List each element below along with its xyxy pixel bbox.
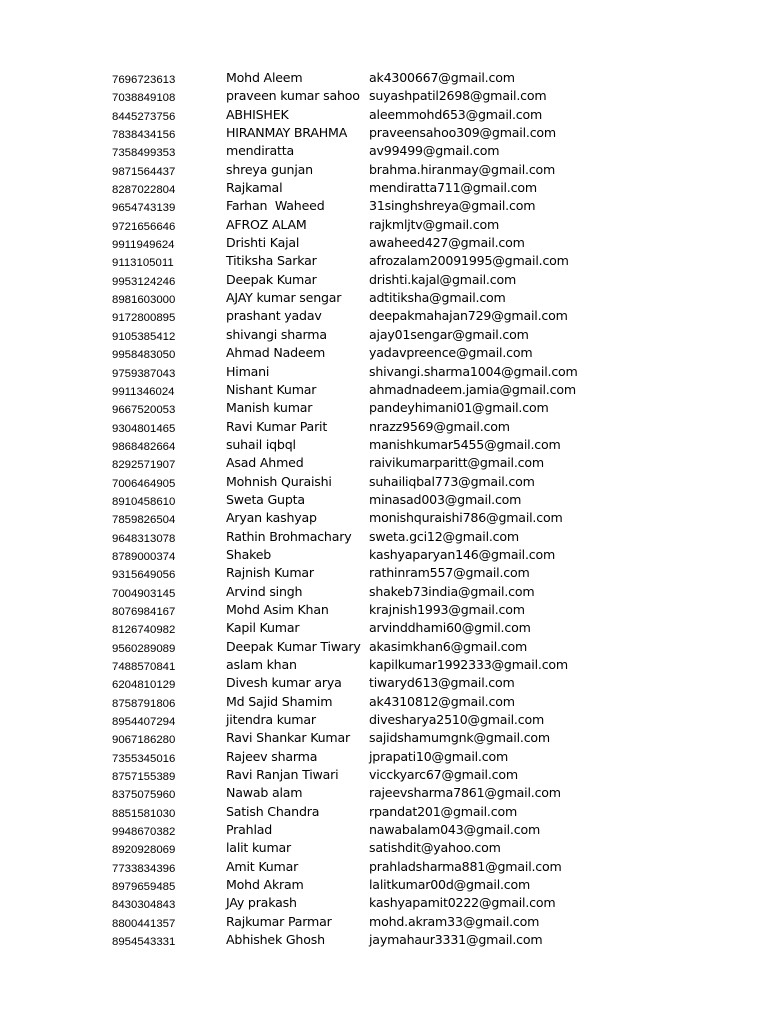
email-cell: tiwaryd613@gmail.com (369, 675, 515, 691)
table-row (112, 638, 732, 656)
email-cell: drishti.kajal@gmail.com (369, 271, 517, 287)
name-cell: Ravi Ranjan Tiwari (226, 767, 339, 783)
phone-number-cell: 9871564437 (112, 165, 176, 178)
email-cell: nrazz9569@gmail.com (369, 418, 510, 434)
email-cell: av99499@gmail.com (369, 143, 500, 159)
table-row (112, 619, 732, 637)
email-cell: rathinram557@gmail.com (369, 565, 530, 581)
name-cell: shreya gunjan (226, 161, 313, 177)
phone-number-cell: 6204810129 (112, 679, 176, 692)
name-cell: Farhan Waheed (226, 198, 325, 214)
table-row (112, 766, 732, 784)
name-cell: Nishant Kumar (226, 381, 317, 397)
email-cell: awaheed427@gmail.com (369, 235, 525, 251)
phone-number-cell: 9868482664 (112, 440, 176, 453)
email-cell: minasad003@gmail.com (369, 491, 522, 507)
name-cell: Deepak Kumar (226, 271, 317, 287)
email-cell: nawabalam043@gmail.com (369, 822, 541, 838)
name-cell: Kapil Kumar (226, 620, 300, 636)
email-cell: suhailiqbal773@gmail.com (369, 473, 535, 489)
email-cell: lalitkumar00d@gmail.com (369, 877, 531, 893)
name-cell: Md Sajid Shamim (226, 693, 333, 709)
phone-number-cell: 9654743139 (112, 202, 176, 215)
phone-number-cell: 9172800895 (112, 312, 176, 325)
email-cell: deepakmahajan729@gmail.com (369, 308, 568, 324)
phone-number-cell: 7733834396 (112, 862, 176, 875)
phone-number-cell: 8758791806 (112, 697, 176, 710)
name-cell: Manish kumar (226, 400, 313, 416)
email-cell: afrozalam20091995@gmail.com (369, 253, 569, 269)
name-cell: Ahmad Nadeem (226, 345, 326, 361)
table-row (112, 234, 732, 252)
email-cell: ak4300667@gmail.com (369, 70, 515, 85)
name-cell: Sweta Gupta (226, 491, 305, 507)
name-cell: lalit kumar (226, 840, 292, 856)
email-cell: manishkumar5455@gmail.com (369, 436, 561, 452)
email-cell: jaymahaur3331@gmail.com (369, 932, 543, 948)
table-row (112, 674, 732, 692)
email-cell: praveensahoo309@gmail.com (369, 125, 556, 141)
phone-number-cell: 9721656646 (112, 220, 176, 233)
table-row (112, 491, 732, 509)
name-cell: jitendra kumar (226, 712, 316, 728)
name-cell: Drishti Kajal (226, 235, 300, 251)
phone-number-cell: 8981603000 (112, 294, 176, 307)
table-row (112, 784, 732, 802)
phone-number-cell: 9067186280 (112, 734, 176, 747)
phone-number-cell: 8445273756 (112, 110, 176, 123)
phone-number-cell: 9667520053 (112, 404, 176, 417)
phone-number-cell: 9315649056 (112, 569, 176, 582)
table-row (112, 528, 732, 546)
email-cell: raivikumarparitt@gmail.com (369, 455, 544, 471)
name-cell: JAy prakash (226, 895, 297, 911)
phone-number-cell: 8292571907 (112, 459, 176, 472)
table-row (112, 399, 732, 417)
name-cell: Rajnish Kumar (226, 565, 314, 581)
email-cell: rajeevsharma7861@gmail.com (369, 785, 561, 801)
table-row (112, 326, 732, 344)
name-cell: prashant yadav (226, 308, 322, 324)
table-row (112, 858, 732, 876)
phone-number-cell: 9560289089 (112, 642, 176, 655)
phone-number-cell: 8757155389 (112, 771, 176, 784)
email-cell: aleemmohd653@gmail.com (369, 106, 543, 122)
name-cell: Divesh kumar arya (226, 675, 342, 691)
name-cell: Prahlad (226, 822, 273, 838)
email-cell: mendiratta711@gmail.com (369, 180, 537, 196)
name-cell: Satish Chandra (226, 803, 320, 819)
phone-number-cell: 8076984167 (112, 605, 176, 618)
table-row (112, 197, 732, 215)
phone-number-cell: 9113105011 (112, 257, 174, 270)
phone-number-cell: 7859826504 (112, 514, 176, 527)
name-cell: mendiratta (226, 143, 294, 159)
email-cell: adtitiksha@gmail.com (369, 290, 506, 306)
phone-number-cell: 7488570841 (112, 661, 176, 673)
email-cell: ak4310812@gmail.com (369, 693, 515, 709)
phone-number-cell: 8126740982 (112, 624, 176, 637)
table-row (112, 381, 732, 399)
table-row (112, 69, 732, 87)
phone-number-cell: 8920928069 (112, 844, 176, 857)
phone-number-cell: 9759387043 (112, 367, 176, 380)
table-row (112, 839, 732, 857)
phone-number-cell: 8789000374 (112, 550, 176, 563)
phone-number-cell: 9948670382 (112, 826, 176, 839)
email-cell: sweta.gci12@gmail.com (369, 528, 519, 544)
table-row (112, 252, 732, 270)
phone-number-cell: 8910458610 (112, 495, 176, 508)
name-cell: Ravi Kumar Parit (226, 418, 328, 434)
email-cell: vicckyarc67@gmail.com (369, 767, 518, 783)
email-cell: rajkmljtv@gmail.com (369, 216, 500, 232)
table-row (112, 87, 732, 105)
email-cell: shivangi.sharma1004@gmail.com (369, 363, 578, 379)
email-cell: 31singhshreya@gmail.com (369, 198, 536, 214)
email-cell: krajnish1993@gmail.com (369, 601, 525, 617)
email-cell: arvinddhami60@gmil.com (369, 620, 531, 636)
table-row (112, 601, 732, 619)
phone-number-cell: 9953124246 (112, 275, 176, 288)
name-cell: Nawab alam (226, 785, 303, 801)
name-cell: Deepak Kumar Tiwary (226, 638, 361, 654)
phone-number-cell: 9911346024 (112, 385, 175, 398)
email-cell: yadavpreence@gmail.com (369, 345, 533, 361)
phone-number-cell: 8954543331 (112, 936, 176, 949)
phone-number-cell: 9304801465 (112, 422, 176, 435)
email-cell: monishquraishi786@gmail.com (369, 510, 563, 526)
email-cell: kapilkumar1992333@gmail.com (369, 657, 568, 672)
table-row (112, 344, 732, 362)
table-row (112, 509, 732, 527)
name-cell: Rajeev sharma (226, 748, 318, 764)
name-cell: Asad Ahmed (226, 455, 304, 471)
email-cell: pandeyhimani01@gmail.com (369, 400, 549, 416)
email-cell: akasimkhan6@gmail.com (369, 638, 528, 654)
phone-number-cell: 8851581030 (112, 807, 176, 820)
name-cell: AJAY kumar sengar (226, 290, 342, 306)
name-cell: HIRANMAY BRAHMA (226, 125, 348, 141)
phone-number-cell: 9105385412 (112, 330, 176, 343)
email-cell: satishdit@yahoo.com (369, 840, 501, 856)
name-cell: suhail iqbql (226, 436, 296, 452)
email-cell: shakeb73india@gmail.com (369, 583, 535, 599)
phone-number-cell: 7358499353 (112, 147, 176, 160)
table-row (112, 546, 732, 564)
table-row (112, 473, 732, 491)
phone-number-cell: 7838434156 (112, 129, 176, 142)
name-cell: Ravi Shankar Kumar (226, 730, 350, 746)
name-cell: AFROZ ALAM (226, 216, 307, 232)
phone-number-cell: 7004903145 (112, 587, 176, 600)
phone-number-cell: 7696723613 (112, 74, 176, 86)
name-cell: Mohd Asim Khan (226, 601, 329, 617)
table-row (112, 142, 732, 160)
name-cell: shivangi sharma (226, 326, 327, 342)
table-row (112, 564, 732, 582)
phone-number-cell: 7355345016 (112, 752, 176, 765)
phone-number-cell: 9958483050 (112, 349, 176, 362)
name-cell: Shakeb (226, 546, 272, 562)
table-row (112, 711, 732, 729)
table-row (112, 876, 732, 894)
email-cell: ahmadnadeem.jamia@gmail.com (369, 381, 576, 397)
phone-number-cell: 9911949624 (112, 239, 175, 252)
table-row (112, 106, 732, 124)
table-row (112, 803, 732, 821)
email-cell: rpandat201@gmail.com (369, 803, 518, 819)
email-cell: ajay01sengar@gmail.com (369, 326, 529, 342)
table-row (112, 161, 732, 179)
phone-number-cell: 8375075960 (112, 789, 176, 802)
phone-number-cell: 8954407294 (112, 716, 176, 729)
name-cell: aslam khan (226, 657, 297, 672)
email-cell: mohd.akram33@gmail.com (369, 913, 540, 929)
phone-number-cell: 8287022804 (112, 184, 176, 197)
phone-number-cell: 8800441357 (112, 917, 176, 930)
contact-table (112, 69, 732, 950)
name-cell: Abhishek Ghosh (226, 932, 325, 948)
table-row (112, 363, 732, 381)
table-row (112, 124, 732, 142)
name-cell: Mohnish Quraishi (226, 473, 332, 489)
table-row (112, 821, 732, 839)
table-row (112, 436, 732, 454)
email-cell: jprapati10@gmail.com (369, 748, 509, 764)
name-cell: Rathin Brohmachary (226, 528, 352, 544)
name-cell: ABHISHEK (226, 106, 289, 122)
name-cell: Himani (226, 363, 270, 379)
name-cell: Amit Kumar (226, 858, 299, 874)
name-cell: Rajkamal (226, 180, 283, 196)
name-cell: Titiksha Sarkar (226, 253, 317, 269)
table-row (112, 748, 732, 766)
table-row (112, 216, 732, 234)
table-row (112, 179, 732, 197)
email-cell: sajidshamumgnk@gmail.com (369, 730, 550, 746)
phone-number-cell: 9648313078 (112, 532, 176, 545)
name-cell: Arvind singh (226, 583, 303, 599)
table-row (112, 289, 732, 307)
name-cell: Aryan kashyap (226, 510, 317, 526)
table-row (112, 656, 732, 674)
table-row (112, 913, 732, 931)
table-row (112, 583, 732, 601)
email-cell: kashyapamit0222@gmail.com (369, 895, 556, 911)
table-row (112, 418, 732, 436)
name-cell: praveen kumar sahoo (226, 88, 360, 104)
table-row (112, 693, 732, 711)
phone-number-cell: 8430304843 (112, 899, 176, 912)
table-row (112, 931, 732, 949)
phone-number-cell: 7006464905 (112, 477, 176, 490)
table-row (112, 454, 732, 472)
table-row (112, 271, 732, 289)
name-cell: Rajkumar Parmar (226, 913, 332, 929)
table-row (112, 307, 732, 325)
email-cell: divesharya2510@gmail.com (369, 712, 545, 728)
phone-number-cell: 7038849108 (112, 92, 176, 105)
phone-number-cell: 8979659485 (112, 881, 176, 894)
table-row (112, 729, 732, 747)
email-cell: prahladsharma881@gmail.com (369, 858, 562, 874)
name-cell: Mohd Aleem (226, 70, 303, 85)
table-row (112, 894, 732, 912)
name-cell: Mohd Akram (226, 877, 304, 893)
email-cell: suyashpatil2698@gmail.com (369, 88, 547, 104)
email-cell: kashyaparyan146@gmail.com (369, 546, 556, 562)
email-cell: brahma.hiranmay@gmail.com (369, 161, 556, 177)
